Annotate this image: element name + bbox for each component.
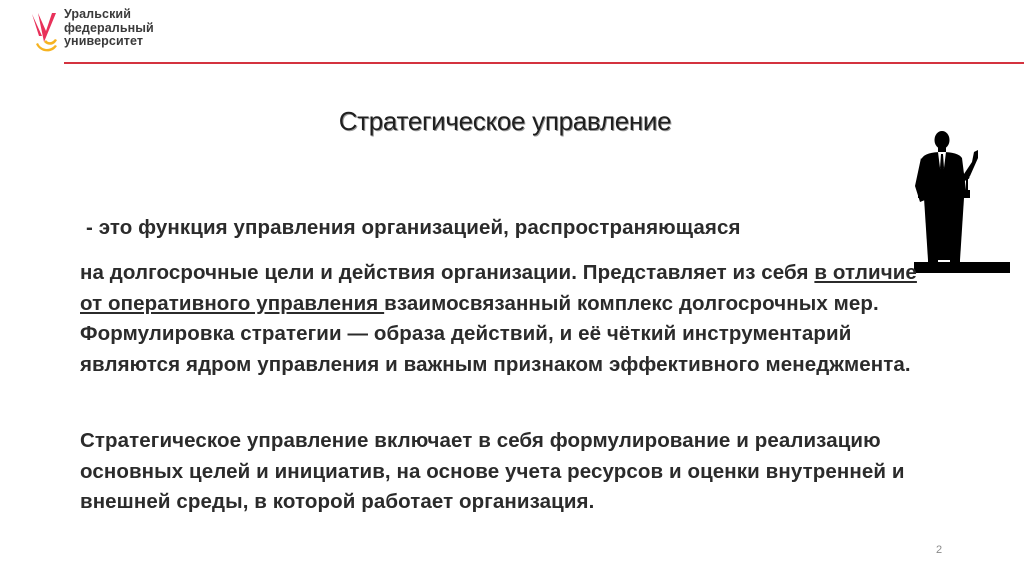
definition-text-before: на долгосрочные цели и действия организации. Представляет из себя	[80, 261, 815, 284]
logo-text	[64, 8, 154, 49]
slide-title: Стратегическое управление	[338, 106, 672, 136]
definition-underlined-phrase: в отличие от оперативного управления	[80, 261, 917, 315]
speaker-at-podium-icon	[912, 128, 1012, 276]
university-logo	[30, 8, 190, 54]
definition-lead: - это функция управления организацией, распространяющаяся	[86, 216, 741, 239]
definition-paragraph	[80, 258, 920, 380]
logo-line-2: федеральный	[64, 20, 154, 35]
scope-paragraph: Стратегическое управление включает в себя формулирование и реализацию основных целей и инициатив, на основе учета ресурсов и оценки внутренней и внешней среды, в которой работает организация.	[80, 429, 905, 513]
header-divider	[64, 62, 1024, 64]
logo-line-3: университет	[64, 34, 144, 48]
page-number: 2	[936, 544, 943, 556]
logo-line-1: Уральский	[64, 7, 131, 21]
urfu-logo-icon	[30, 10, 58, 54]
definition-text-after: взаимосвязанный комплекс долгосрочных мер. Формулировка стратегии — образа действий, и её чёткий инструментарий являются ядром управления и важным признаком эффективного менеджмента.	[80, 291, 911, 376]
